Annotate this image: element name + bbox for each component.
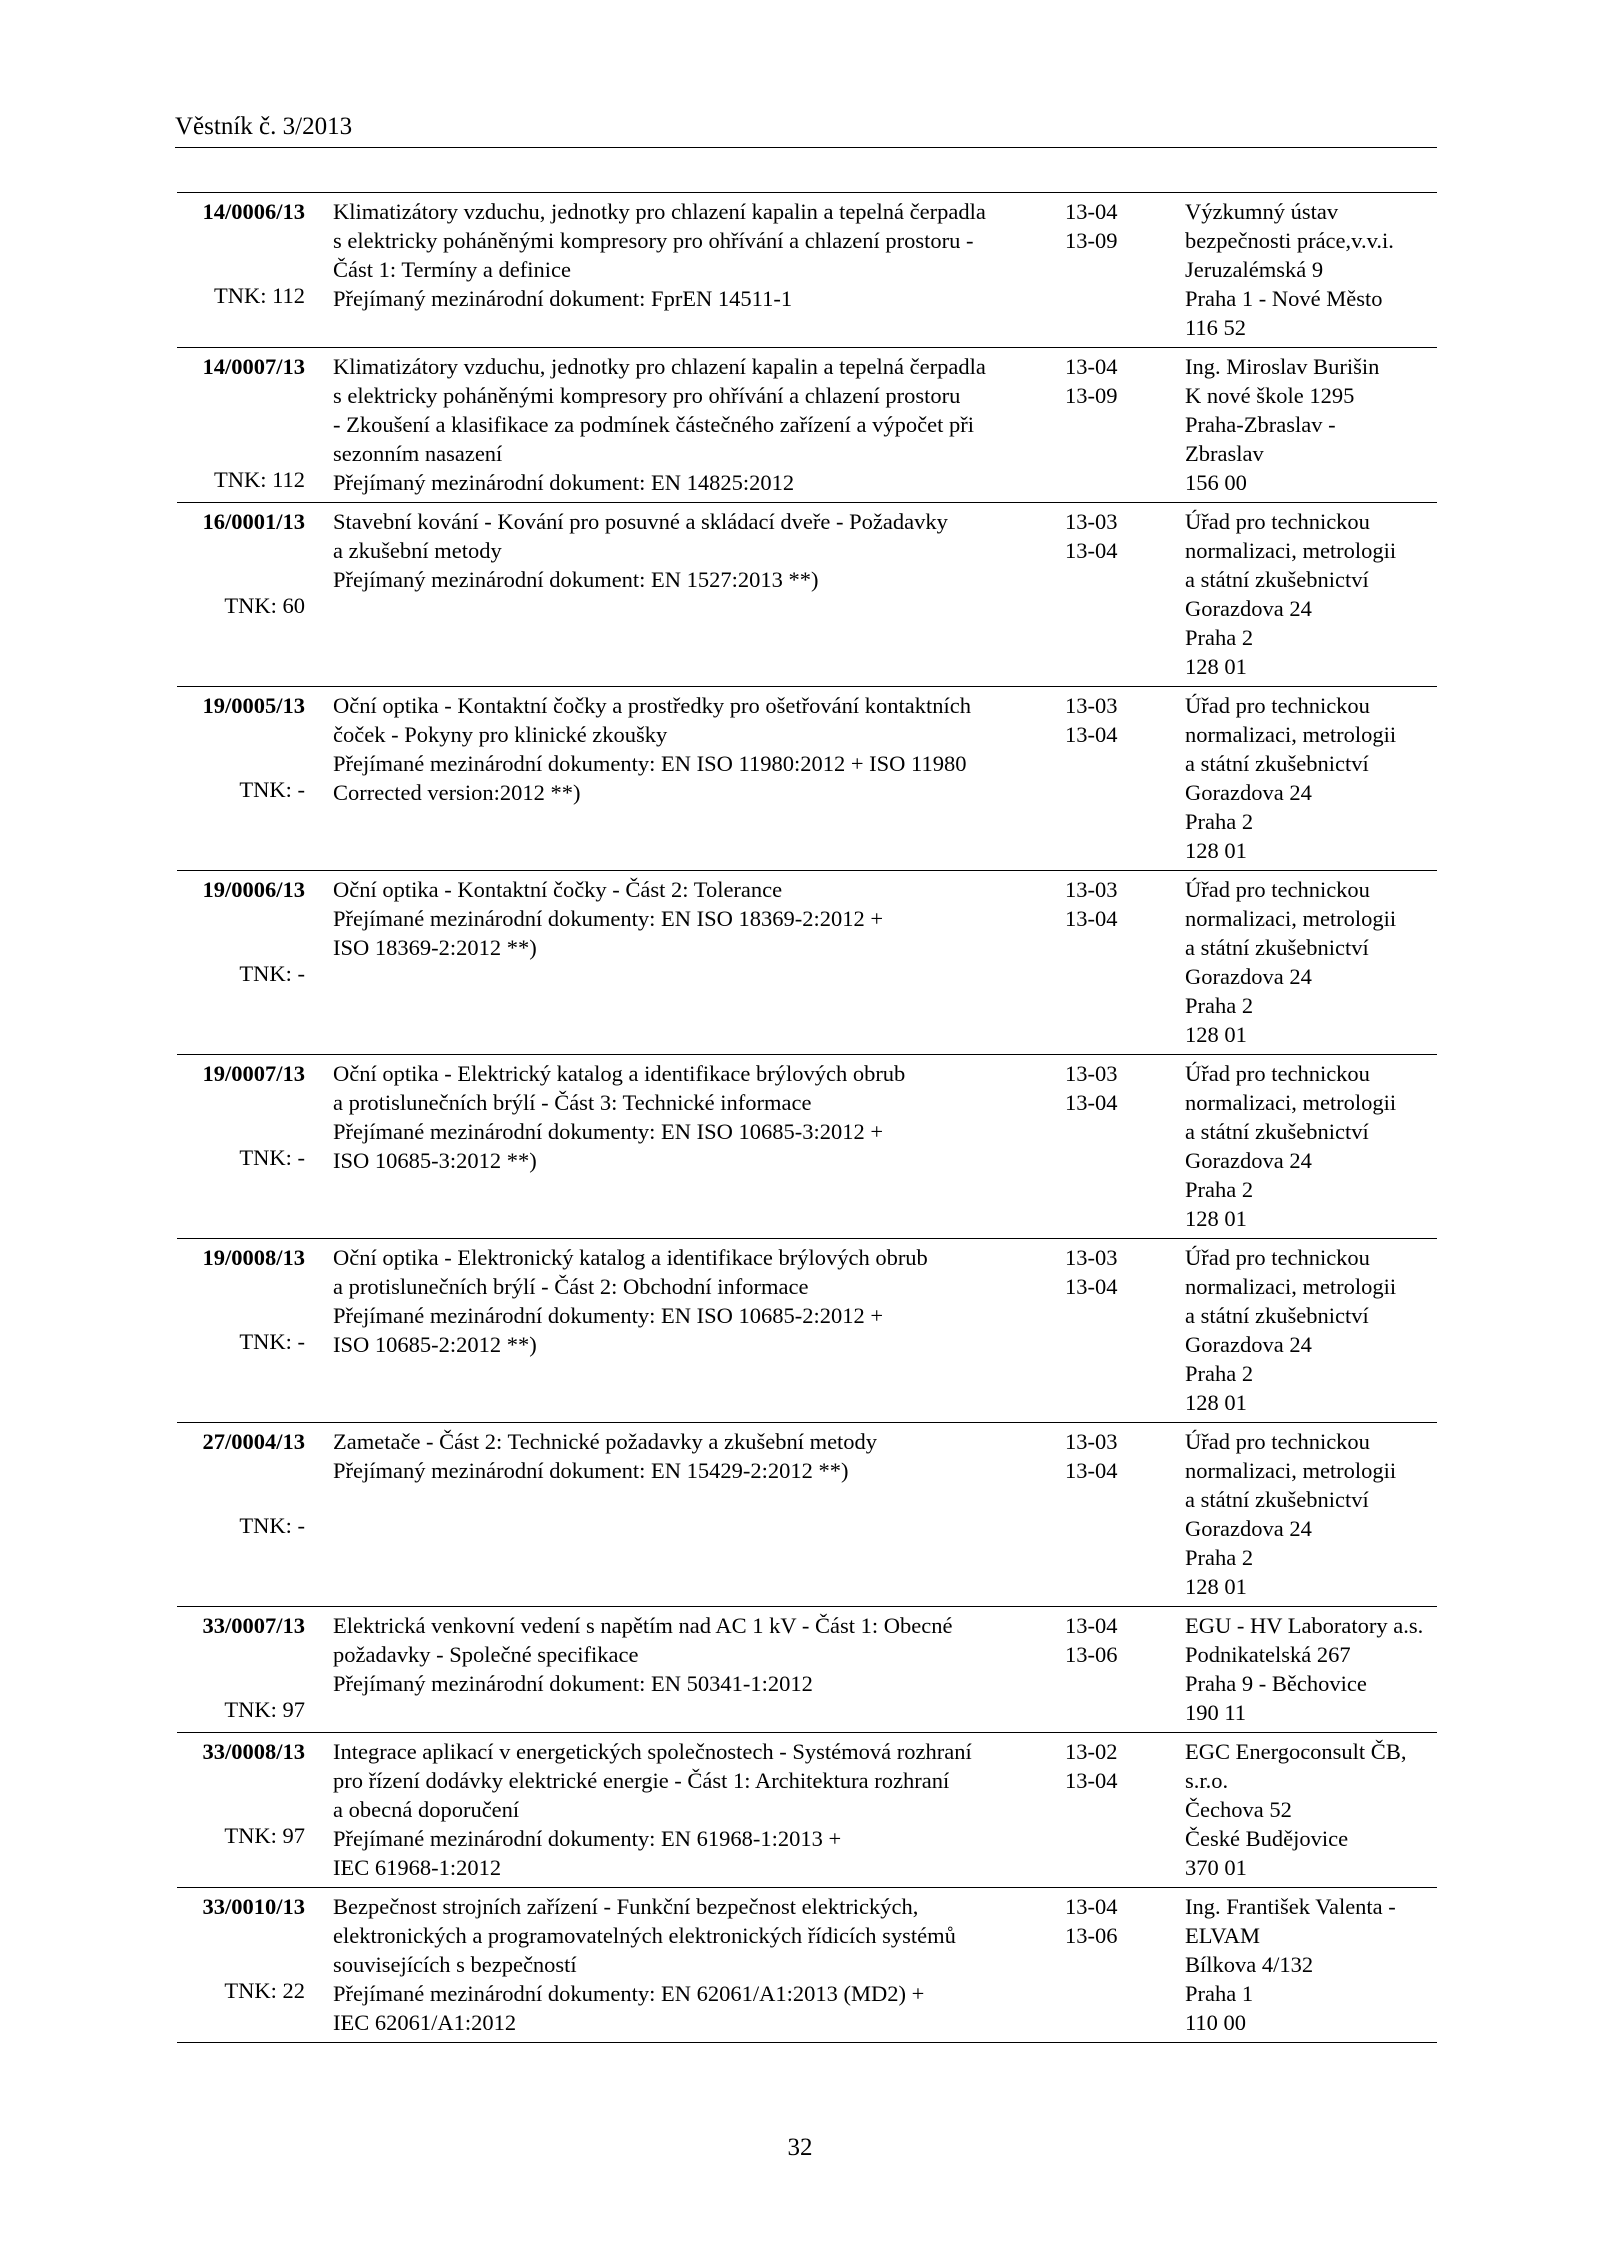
address-line: 128 01 — [1185, 1022, 1247, 1047]
standard-title — [333, 352, 1043, 497]
address-line: normalizaci, metrologii — [1185, 538, 1397, 563]
address-line: 128 01 — [1185, 1206, 1247, 1231]
address-line: EGC Energoconsult ČB, — [1185, 1739, 1407, 1764]
address-line: normalizaci, metrologii — [1185, 1458, 1397, 1483]
title-line: Přejímané mezinárodní dokumenty: EN ISO 10685-3:2012 + — [333, 1119, 884, 1144]
table-row — [177, 1888, 1437, 2043]
address-line: Gorazdova 24 — [1185, 780, 1312, 805]
address-line: Gorazdova 24 — [1185, 1332, 1312, 1357]
address-line: Čechova 52 — [1185, 1797, 1292, 1822]
address-line: a státní zkušebnictví — [1185, 1303, 1369, 1328]
date-value: 13-04 — [1065, 1768, 1118, 1793]
address-line: Úřad pro technickou — [1185, 693, 1370, 718]
table-row — [177, 348, 1437, 503]
address-line: 128 01 — [1185, 1390, 1247, 1415]
standard-number: 33/0007/13 — [202, 1613, 305, 1638]
date-value: 13-02 — [1065, 1739, 1118, 1764]
address-line: 128 01 — [1185, 1574, 1247, 1599]
address-line: Praha 2 — [1185, 625, 1254, 650]
title-line: Přejímané mezinárodní dokumenty: EN ISO 10685-2:2012 + — [333, 1303, 884, 1328]
address-line: Ing. František Valenta - — [1185, 1894, 1396, 1919]
title-line: Přejímaný mezinárodní dokument: EN 15429-2:2012 **) — [333, 1458, 849, 1483]
standard-number: 19/0007/13 — [202, 1061, 305, 1086]
standard-title — [333, 1611, 1043, 1698]
address-line: Praha 2 — [1185, 1545, 1254, 1570]
processor-address — [1185, 507, 1445, 681]
address-line: Úřad pro technickou — [1185, 1245, 1370, 1270]
address-line: 110 00 — [1185, 2010, 1247, 2035]
address-line: EGU - HV Laboratory a.s. — [1185, 1613, 1424, 1638]
address-line: Praha 2 — [1185, 809, 1254, 834]
address-line: normalizaci, metrologii — [1185, 722, 1397, 747]
standard-number: 27/0004/13 — [202, 1429, 305, 1454]
title-line: IEC 62061/A1:2012 — [333, 2010, 517, 2035]
title-line: Klimatizátory vzduchu, jednotky pro chlazení kapalin a tepelná čerpadla — [333, 199, 986, 224]
standard-title — [333, 875, 1043, 962]
date-value: 13-04 — [1065, 1458, 1118, 1483]
address-line: Výzkumný ústav — [1185, 199, 1339, 224]
title-line: s elektricky poháněnými kompresory pro ohřívání a chlazení prostoru — [333, 383, 961, 408]
title-line: souvisejících s bezpečností — [333, 1952, 577, 1977]
title-line: čoček - Pokyny pro klinické zkoušky — [333, 722, 668, 747]
tnk-code: TNK: 112 — [213, 467, 305, 492]
standard-title — [333, 1892, 1043, 2037]
tnk-code: TNK: - — [239, 1513, 305, 1538]
title-line: - Zkoušení a klasifikace za podmínek částečného zařízení a výpočet při — [333, 412, 974, 437]
title-line: Oční optika - Kontaktní čočky a prostředky pro ošetřování kontaktních — [333, 693, 971, 718]
title-line: a protislunečních brýlí - Část 2: Obchodní informace — [333, 1274, 809, 1299]
date-range — [1065, 1427, 1155, 1485]
standard-number: 16/0001/13 — [202, 509, 305, 534]
address-line: 156 00 — [1185, 470, 1247, 495]
date-value: 13-04 — [1065, 1090, 1118, 1115]
standard-number: 33/0008/13 — [202, 1739, 305, 1764]
header-divider — [175, 147, 1437, 148]
date-value: 13-09 — [1065, 228, 1118, 253]
title-line: a protislunečních brýlí - Část 3: Technické informace — [333, 1090, 812, 1115]
tnk-code: TNK: 22 — [224, 1978, 305, 2003]
title-line: ISO 10685-2:2012 **) — [333, 1332, 537, 1357]
title-line: Přejímaný mezinárodní dokument: EN 50341-1:2012 — [333, 1671, 813, 1696]
title-line: Elektrická venkovní vedení s napětím nad AC 1 kV - Část 1: Obecné — [333, 1613, 953, 1638]
title-line: Klimatizátory vzduchu, jednotky pro chlazení kapalin a tepelná čerpadla — [333, 354, 986, 379]
date-range — [1065, 507, 1155, 565]
address-line: 190 11 — [1185, 1700, 1247, 1725]
address-line: 370 01 — [1185, 1855, 1247, 1880]
tnk-code: TNK: - — [239, 961, 305, 986]
date-value: 13-04 — [1065, 354, 1118, 379]
address-line: Úřad pro technickou — [1185, 1061, 1370, 1086]
title-line: IEC 61968-1:2012 — [333, 1855, 502, 1880]
processor-address — [1185, 691, 1445, 865]
processor-address — [1185, 197, 1445, 342]
tnk-code: TNK: - — [239, 1145, 305, 1170]
address-line: Úřad pro technickou — [1185, 877, 1370, 902]
title-line: a obecná doporučení — [333, 1797, 520, 1822]
title-line: Bezpečnost strojních zařízení - Funkční bezpečnost elektrických, — [333, 1894, 919, 1919]
address-line: normalizaci, metrologii — [1185, 906, 1397, 931]
standard-number: 19/0008/13 — [202, 1245, 305, 1270]
table-row — [177, 1607, 1437, 1733]
table-row — [177, 687, 1437, 871]
standard-number: 19/0005/13 — [202, 693, 305, 718]
address-line: bezpečnosti práce,v.v.i. — [1185, 228, 1394, 253]
tnk-code: TNK: 97 — [224, 1823, 305, 1848]
address-line: a státní zkušebnictví — [1185, 935, 1369, 960]
title-line: požadavky - Společné specifikace — [333, 1642, 639, 1667]
table-row — [177, 1423, 1437, 1607]
address-line: Ing. Miroslav Burišin — [1185, 354, 1380, 379]
address-line: s.r.o. — [1185, 1768, 1229, 1793]
title-line: elektronických a programovatelných elektronických řídicích systémů — [333, 1923, 956, 1948]
table-row — [177, 1239, 1437, 1423]
address-line: Jeruzalémská 9 — [1185, 257, 1324, 282]
standard-title — [333, 507, 1043, 594]
title-line: Oční optika - Kontaktní čočky - Část 2: Tolerance — [333, 877, 783, 902]
title-line: s elektricky poháněnými kompresory pro ohřívání a chlazení prostoru - — [333, 228, 974, 253]
tnk-code: TNK: 60 — [224, 593, 305, 618]
journal-header: Věstník č. 3/2013 — [175, 113, 353, 140]
standard-title — [333, 197, 1043, 313]
standard-title — [333, 691, 1043, 807]
title-line: sezonním nasazení — [333, 441, 503, 466]
table-row — [177, 193, 1437, 348]
address-line: ELVAM — [1185, 1923, 1261, 1948]
date-value: 13-04 — [1065, 199, 1118, 224]
address-line: České Budějovice — [1185, 1826, 1349, 1851]
standard-number: 33/0010/13 — [202, 1894, 305, 1919]
title-line: Část 1: Termíny a definice — [333, 257, 571, 282]
date-value: 13-04 — [1065, 1613, 1118, 1638]
tnk-code: TNK: 112 — [213, 283, 305, 308]
address-line: Bílkova 4/132 — [1185, 1952, 1314, 1977]
table-row — [177, 503, 1437, 687]
processor-address — [1185, 1243, 1445, 1417]
address-line: Podnikatelská 267 — [1185, 1642, 1351, 1667]
address-line: 116 52 — [1185, 315, 1247, 340]
table-row — [177, 1055, 1437, 1239]
date-value: 13-06 — [1065, 1923, 1118, 1948]
date-value: 13-03 — [1065, 1429, 1118, 1454]
address-line: Gorazdova 24 — [1185, 1516, 1312, 1541]
title-line: Stavební kování - Kování pro posuvné a skládací dveře - Požadavky — [333, 509, 948, 534]
processor-address — [1185, 352, 1445, 497]
address-line: Gorazdova 24 — [1185, 596, 1312, 621]
standard-title — [333, 1427, 1043, 1485]
address-line: Praha 1 - Nové Město — [1185, 286, 1383, 311]
title-line: Zametače - Část 2: Technické požadavky a zkušební metody — [333, 1429, 878, 1454]
date-value: 13-03 — [1065, 1245, 1118, 1270]
date-range — [1065, 875, 1155, 933]
standard-title — [333, 1059, 1043, 1175]
processor-address — [1185, 875, 1445, 1049]
address-line: a státní zkušebnictví — [1185, 1487, 1369, 1512]
date-value: 13-03 — [1065, 1061, 1118, 1086]
date-range — [1065, 197, 1155, 255]
date-value: 13-03 — [1065, 877, 1118, 902]
processor-address — [1185, 1427, 1445, 1601]
title-line: Přejímané mezinárodní dokumenty: EN ISO 18369-2:2012 + — [333, 906, 884, 931]
processor-address — [1185, 1892, 1445, 2037]
title-line: Oční optika - Elektronický katalog a identifikace brýlových obrub — [333, 1245, 928, 1270]
title-line: Přejímaný mezinárodní dokument: FprEN 14511-1 — [333, 286, 793, 311]
address-line: Úřad pro technickou — [1185, 509, 1370, 534]
title-line: Corrected version:2012 **) — [333, 780, 581, 805]
title-line: a zkušební metody — [333, 538, 502, 563]
address-line: Úřad pro technickou — [1185, 1429, 1370, 1454]
address-line: Praha 2 — [1185, 1177, 1254, 1202]
table-row — [177, 871, 1437, 1055]
title-line: ISO 10685-3:2012 **) — [333, 1148, 537, 1173]
page-number: 32 — [787, 2134, 813, 2161]
date-value: 13-04 — [1065, 906, 1118, 931]
date-range — [1065, 1892, 1155, 1950]
title-line: pro řízení dodávky elektrické energie - Část 1: Architektura rozhraní — [333, 1768, 950, 1793]
address-line: Praha 1 — [1185, 1981, 1254, 2006]
address-line: a státní zkušebnictví — [1185, 751, 1369, 776]
address-line: Praha 9 - Běchovice — [1185, 1671, 1367, 1696]
date-value: 13-04 — [1065, 1894, 1118, 1919]
table-row — [177, 1733, 1437, 1888]
standard-number: 14/0007/13 — [202, 354, 305, 379]
title-line: Přejímané mezinárodní dokumenty: EN ISO 11980:2012 + ISO 11980 — [333, 751, 967, 776]
address-line: Gorazdova 24 — [1185, 964, 1312, 989]
date-value: 13-09 — [1065, 383, 1118, 408]
title-line: Přejímané mezinárodní dokumenty: EN 62061/A1:2013 (MD2) + — [333, 1981, 925, 2006]
date-range — [1065, 1243, 1155, 1301]
address-line: Gorazdova 24 — [1185, 1148, 1312, 1173]
address-line: 128 01 — [1185, 654, 1247, 679]
address-line: 128 01 — [1185, 838, 1247, 863]
date-range — [1065, 352, 1155, 410]
address-line: Praha-Zbraslav - — [1185, 412, 1336, 437]
date-range — [1065, 1737, 1155, 1795]
title-line: Integrace aplikací v energetických společnostech - Systémová rozhraní — [333, 1739, 972, 1764]
date-value: 13-03 — [1065, 693, 1118, 718]
address-line: Zbraslav — [1185, 441, 1264, 466]
standards-table — [177, 192, 1437, 2043]
tnk-code: TNK: - — [239, 777, 305, 802]
title-line: Přejímané mezinárodní dokumenty: EN 61968-1:2013 + — [333, 1826, 842, 1851]
processor-address — [1185, 1059, 1445, 1233]
date-value: 13-04 — [1065, 1274, 1118, 1299]
date-value: 13-03 — [1065, 509, 1118, 534]
date-value: 13-06 — [1065, 1642, 1118, 1667]
address-line: Praha 2 — [1185, 993, 1254, 1018]
address-line: Praha 2 — [1185, 1361, 1254, 1386]
standard-title — [333, 1737, 1043, 1882]
title-line: ISO 18369-2:2012 **) — [333, 935, 537, 960]
address-line: normalizaci, metrologii — [1185, 1090, 1397, 1115]
processor-address — [1185, 1737, 1445, 1882]
date-range — [1065, 691, 1155, 749]
standard-number: 19/0006/13 — [202, 877, 305, 902]
title-line: Přejímaný mezinárodní dokument: EN 1527:2013 **) — [333, 567, 819, 592]
tnk-code: TNK: - — [239, 1329, 305, 1354]
date-range — [1065, 1059, 1155, 1117]
standard-number: 14/0006/13 — [202, 199, 305, 224]
date-value: 13-04 — [1065, 722, 1118, 747]
date-value: 13-04 — [1065, 538, 1118, 563]
standard-title — [333, 1243, 1043, 1359]
title-line: Přejímaný mezinárodní dokument: EN 14825:2012 — [333, 470, 795, 495]
processor-address — [1185, 1611, 1445, 1727]
address-line: a státní zkušebnictví — [1185, 567, 1369, 592]
date-range — [1065, 1611, 1155, 1669]
address-line: a státní zkušebnictví — [1185, 1119, 1369, 1144]
tnk-code: TNK: 97 — [224, 1697, 305, 1722]
address-line: K nové škole 1295 — [1185, 383, 1355, 408]
address-line: normalizaci, metrologii — [1185, 1274, 1397, 1299]
title-line: Oční optika - Elektrický katalog a identifikace brýlových obrub — [333, 1061, 906, 1086]
